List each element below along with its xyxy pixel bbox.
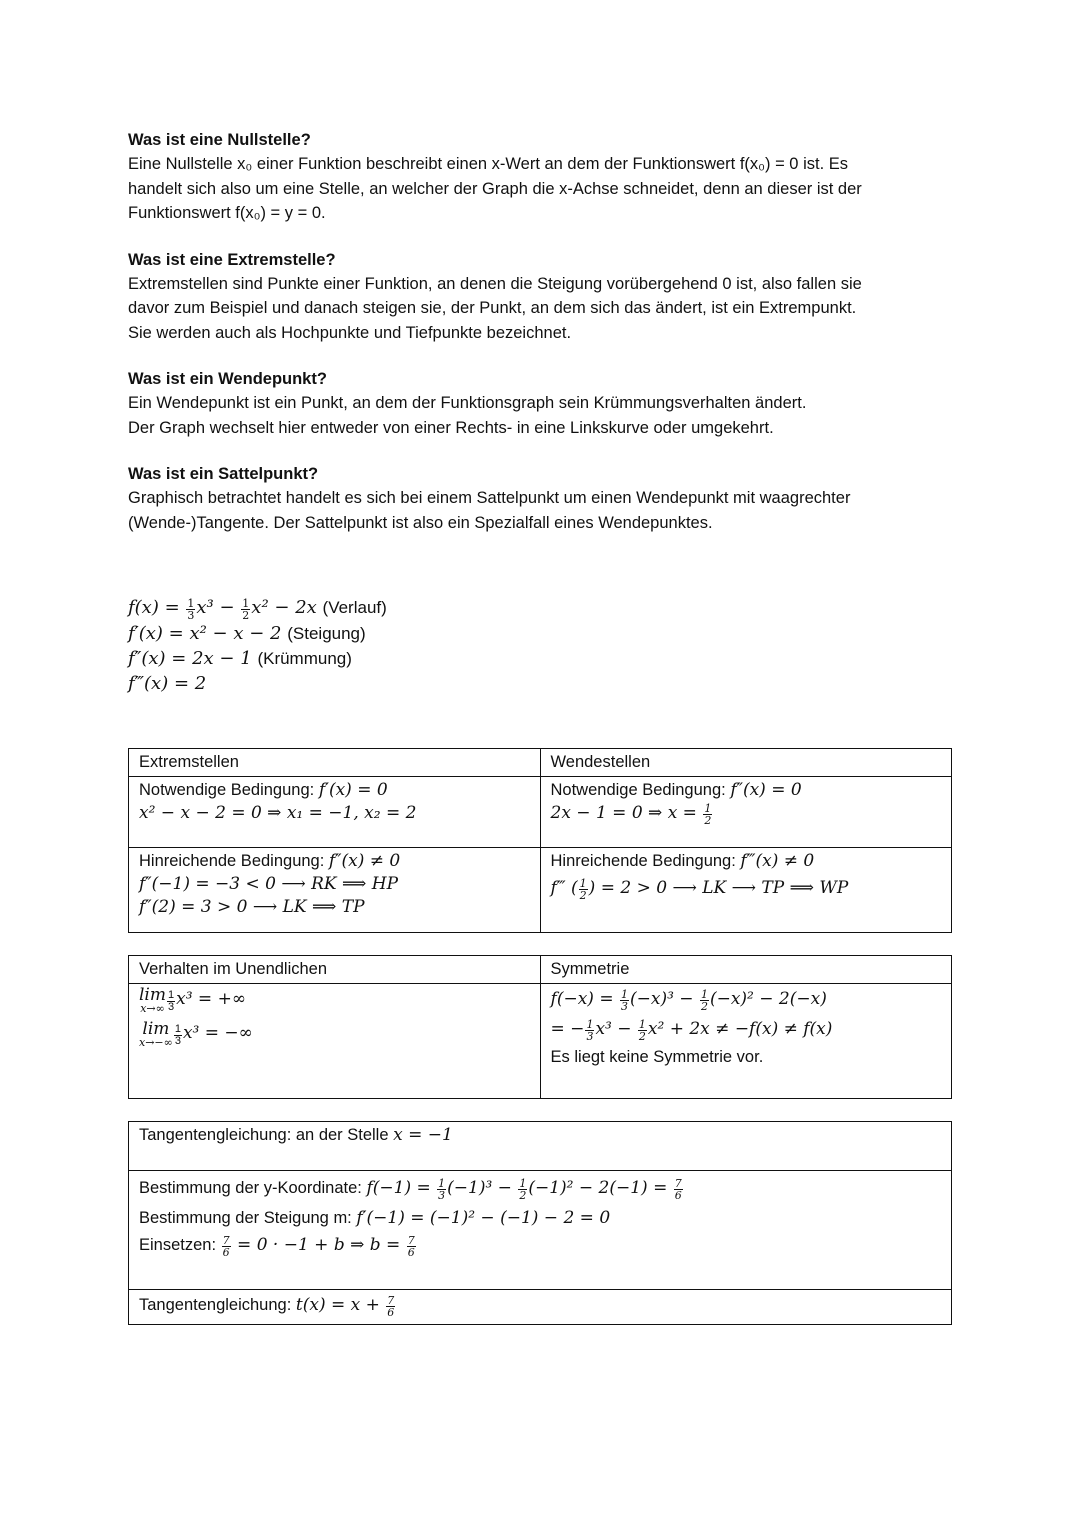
text-line: (Wende-)Tangente. Der Sattelpunkt ist also ein Spezialfall eines Wendepunktes. [128,513,713,532]
question-heading: Was ist ein Wendepunkt? [128,370,327,388]
cell-symmetry [540,984,951,1099]
formula-note: (Krümmung) [257,649,352,669]
text-line: Sie werden auch als Hochpunkte und Tiefpunkte bezeichnet. [128,323,572,342]
cell-header: Wendestellen [540,749,952,777]
formula: 2x − 1 = 0 ⇒ x = $\frac{1}{2}$ [550,802,712,828]
fraction: $\frac{1}{3}$ [438,1177,446,1203]
text-line: Funktionswert f(x₀) = y = 0. [128,204,326,222]
fraction: $\frac{1}{2}$ [700,988,708,1014]
fraction: $\frac{1}{2}$ [704,802,712,828]
question-heading: Was ist eine Extremstelle? [128,250,336,269]
label: Notwendige Bedingung: [550,781,731,800]
fraction: $\frac{7}{6}$ [222,1234,230,1260]
formula: f″(−1) = −3 < 0 ⟶ RK ⟹ HP [139,874,399,895]
function-f1 [128,621,952,646]
fraction: $\frac{1}{2}$ [519,1177,527,1203]
fraction: $\frac{1}{3}$ [620,988,628,1014]
fraction: $\frac{7}{6}$ [674,1177,682,1203]
formula-text: f″(x) = 2x − 1 [128,648,252,670]
cell-extrem-necessary [129,777,541,848]
label: Hinreichende Bedingung: [139,852,329,871]
formula: x² − x − 2 = 0 ⇒ x₁ = −1, x₂ = 2 [139,803,417,824]
formula: f″(x) = 0 [730,780,802,801]
fraction: $\frac{1}{3}$ [168,989,175,1014]
fraction: $\frac{1}{2}$ [579,877,587,903]
function-derivatives [128,595,952,696]
fraction: $\frac{1}{3}$ [187,597,195,623]
text-line: Eine Nullstelle x₀ einer Funktion beschreibt einen x-Wert an dem der Funktionswert f(x₀) = 0 ist. Es [128,155,848,173]
fraction: $\frac{1}{3}$ [586,1018,594,1044]
formula: f(−x) = $\frac{1}{3}$ (−x)³ − $\frac{1}{2}$ (−x)² − 2(−x) [550,988,827,1014]
cell-extrem-sufficient [129,848,541,933]
formula: f″(2) = 3 > 0 ⟶ LK ⟹ TP [139,897,365,918]
formula: = − $\frac{1}{3}$ x³ − $\frac{1}{2}$ x² + 2x ≠ −f(x) ≠ f(x) [550,1018,833,1044]
formula: f′(x) = 0 [318,780,388,801]
fraction: $\frac{1}{2}$ [638,1018,646,1044]
table-limits-symmetry [128,955,952,1099]
question-heading: Was ist ein Sattelpunkt? [128,465,319,483]
formula: f″(x) ≠ 0 [328,851,401,872]
text-line: Extremstellen sind Punkte einer Funktion, an denen die Steigung vorübergehend 0 ist, also fallen sie [128,274,862,293]
section-nullstelle [128,128,952,226]
limit-negative: lim x→−∞ $\frac{1}{3}$ x³ = −∞ [139,1019,253,1050]
text-line: Der Graph wechselt hier entweder von einer Rechts- in eine Linkskurve oder umgekehrt. [128,418,774,437]
fraction: $\frac{1}{2}$ [242,597,250,623]
cell-header: Extremstellen [129,749,541,777]
cell-tangent-result: Tangentengleichung: t(x) = x + $\frac{7}{6}$ [129,1290,952,1325]
text-line: Ein Wendepunkt ist ein Punkt, an dem der Funktionsgraph sein Krümmungsverhalten ändert. [128,394,807,412]
table-tangent [128,1121,952,1325]
cell-limits [129,984,541,1099]
step-m: Bestimmung der Steigung m: f′(−1) = (−1)² − (−1) − 2 = 0 [139,1208,611,1229]
formula-note: (Steigung) [287,624,366,644]
label: Tangentengleichung: an der Stelle [139,1126,394,1145]
formula-text: x² − 2x [251,597,317,618]
cell-wende-sufficient [540,848,952,933]
cell-wende-necessary [540,777,952,848]
formula: f‴ ( $\frac{1}{2}$ ) = 2 > 0 ⟶ LK ⟶ TP ⟹ WP [550,877,849,903]
cell-tangent-steps [129,1171,952,1290]
formula-text: f′(x) = x² − x − 2 [128,623,282,645]
section-sattelpunkt [128,462,952,535]
fraction: $\frac{7}{6}$ [407,1234,415,1260]
formula-note: (Verlauf) [322,598,387,617]
section-extremstelle [128,248,952,346]
cell-header: Verhalten im Unendlichen [129,956,541,984]
formula-text: f‴(x) = 2 [128,673,207,695]
step-insert: Einsetzen: $\frac{7}{6}$ = 0 · −1 + b ⇒ b = $\frac{7}{6}$ [139,1234,415,1260]
document-page [128,128,952,1325]
step-y: Bestimmung der y-Koordinate: f(−1) = $\frac{1}{3}$ (−1)³ − $\frac{1}{2}$ (−1)² − 2(−1) = $\frac{7}{6}$ [139,1177,682,1203]
formula-text: f(x) = [128,597,186,618]
cell-tangent-header [129,1122,952,1171]
label: Notwendige Bedingung: [139,781,319,800]
function-f3 [128,671,952,696]
label: Hinreichende Bedingung: [550,852,741,871]
fraction: $\frac{7}{6}$ [387,1294,395,1320]
section-wendepunkt [128,367,952,440]
function-f [128,595,952,621]
question-heading: Was ist eine Nullstelle? [128,131,311,149]
formula-text: x³ − [196,597,241,618]
table-extrem-wende [128,748,952,933]
formula: x = −1 [393,1125,453,1146]
symmetry-conclusion: Es liegt keine Symmetrie vor. [550,1048,764,1067]
text-line: davor zum Beispiel und danach steigen sie, der Punkt, an dem sich das ändert, ist ein Extrempunkt. [128,299,857,317]
text-line: handelt sich also um eine Stelle, an welcher der Graph die x-Achse schneidet, denn an dieser ist der [128,179,862,198]
text-line: Graphisch betrachtet handelt es sich bei einem Sattelpunkt um einen Wendepunkt mit waagrechter [128,489,851,507]
function-f2 [128,646,952,671]
limit-positive: lim x→∞ $\frac{1}{3}$ x³ = +∞ [139,985,246,1016]
fraction: $\frac{1}{3}$ [174,1023,181,1048]
formula: f‴(x) ≠ 0 [740,851,815,872]
cell-header: Symmetrie [540,956,951,984]
